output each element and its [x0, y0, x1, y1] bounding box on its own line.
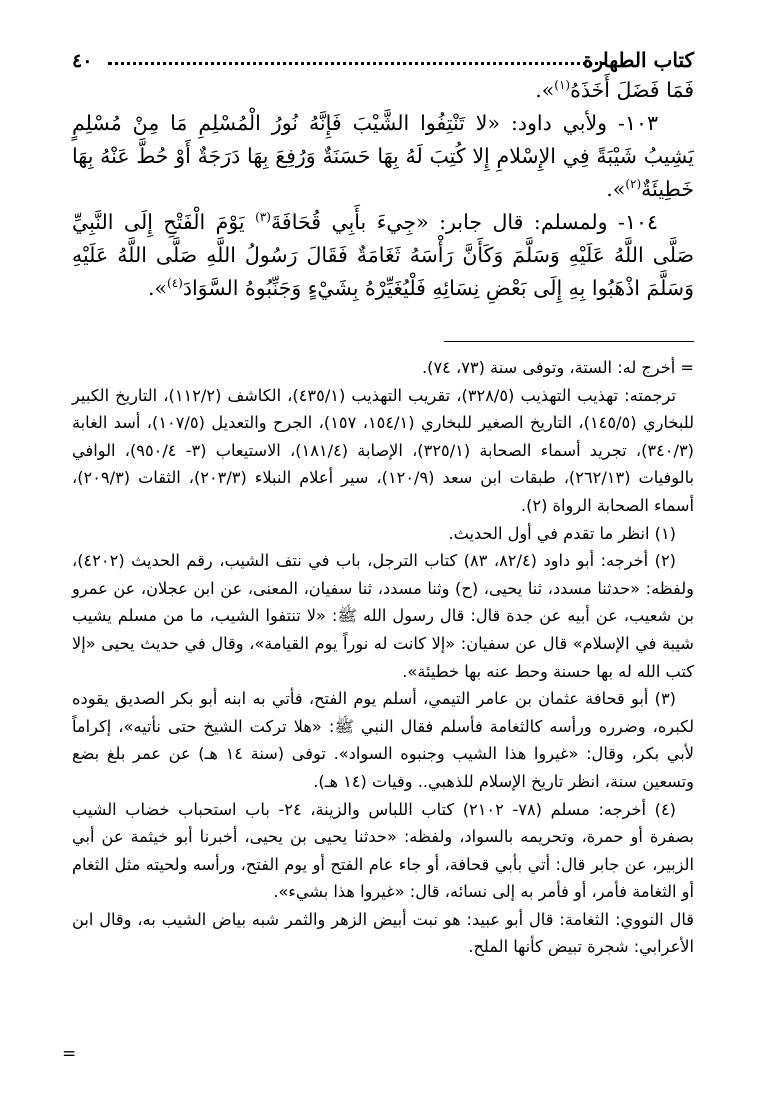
footnotes	[72, 354, 694, 961]
header-dotted-leader	[108, 62, 606, 65]
note-translation: ترجمته: تهذيب التهذيب (٣٢٨/٥)، تقريب التهذيب (٤٣٥/١)، الكاشف (١١٢/٢)، التاريخ الكبير للبخاري (١٤٥/٥)، التاريخ الصغير للبخاري (١٥٤/١، ١٥٧)، الجرح والتعديل (١٠٧/٥)، أسد الغابة (٣٤٠/٣)، تجريد أسماء الصحابة (٣٢٥/١)، الإصابة (١٨١/٤)، الاستيعاب (٣- ٩٥٠/٤)، الوافي بالوفيات (٢٦٢/١٣)، طبقات ابن سعد (١٢٠/٩)، سير أعلام النبلاء (٢٠٣/٣)، الثقات (٢٠٩/٣)، أسماء الصحابة الرواة (٢).	[72, 385, 695, 515]
page-header	[72, 40, 694, 70]
main-text	[72, 74, 694, 305]
note-continuation: = أخرج له: الستة، وتوفى سنة (٧٣، ٧٤).	[421, 358, 694, 377]
continues-mark: =	[62, 1044, 77, 1064]
intro-line: فَمَا فَضَلَ أَخَذَهُ$^{(١)}$».	[535, 78, 694, 102]
footnote-ref: (١)	[554, 78, 571, 93]
note-nawawi: قال النووي: الثغامة: قال أبو عبيد: هو نبت أبيض الزهر والثمر شبه بياض الشيب به، وقال ابن الأعرابي: شجرة تبيض كأنها الملح.	[72, 909, 694, 957]
running-head-title: كتاب الطهارة	[583, 48, 694, 72]
footnote-ref: (٤)	[167, 276, 183, 291]
footnote-1: (١) انظر ما تقدم في أول الحديث.	[448, 523, 676, 543]
footnote-separator	[444, 341, 694, 342]
hadith-104: ١٠٤- ولمسلم: قال جابر: «جِيءَ بأَبِي قُحَافَةَ$^{(٣)}$ يَوْمَ الْفَتْحِ إِلَى النَّبِيِّ صَلَّى اللَّهُ عَلَيْهِ وَسَلَّمَ وَكَأَنَّ رَأْسَهُ ثَغَامَةٌ فَقَالَ رَسُولُ اللَّهِ صَلَّى اللَّهُ عَلَيْهِ وَسَلَّمَ اذْهَبُوا بِهِ إِلَى بَعْضِ نِسَائِهِ فَلْيُغَيِّرْهُ بِشَيْءٍ وَجَنِّبُوهُ السَّوَادَ$^{(٤)}$».	[72, 210, 694, 300]
footnote-2: (٢) أخرجه: أبو داود (٨٢/٤، ٨٣) كتاب الترجل، باب في نتف الشيب، رقم الحديث (٤٢٠٢)، ولفظه: «حدثنا مسدد، ثنا يحيى، (ح) وثنا مسدد، ثنا سفيان، المعنى، عن ابن عجلان، عن عمرو بن شعيب، عن أبيه عن جدة قال: قال رسول الله ﷺ: «لا تنتفوا الشيب، ما من مسلم يشيب شيبة في الإسلام» قال عن سفيان: «إلا كانت له نوراً يوم القيامة»، وقال في حديث يحيى «إلا كتب الله له بها حسنة وحط عنه بها خطيئة».	[72, 551, 694, 681]
page-number: ٤٠	[72, 50, 93, 72]
hadith-103: ١٠٣- ولأبي داود: «لا تَنْتِفُوا الشَّيْبَ فَإِنَّهُ نُورُ الْمُسْلِمِ مَا مِنْ مُسْلِمٍ يَشِيبُ شَيْبَةً فِي الإِسْلامِ إِلا كُتِبَ لَهُ بِهَا حَسَنَةٌ وَرُفِعَ بِهَا دَرَجَةٌ أَوْ حُطَّ عَنْهُ بِهَا خَطِيئَةٌ$^{(٢)}$».	[72, 111, 694, 201]
book-page	[72, 40, 694, 961]
footnote-3: (٣) أبو قحافة عثمان بن عامر التيمي، أسلم يوم الفتح، فأتي به ابنه أبو بكر الصديق يقوده لكبره، وضرره ورأسه كالثغامة فأسلم فقال النبي ﷺ: «هلا تركت الشيخ حتى نأتيه»، إكراماً لأبي بكر، وقال: «غيروا هذا الشيب وجنبوه السواد». توفى (سنة ١٤ هـ) عن عمر بلغ بضع وتسعين سنة، انظر تاريخ الإسلام للذهبي.. وفيات (١٤ هـ).	[72, 689, 695, 791]
footnote-ref: (٢)	[625, 177, 642, 192]
footnote-4: (٤) أخرجه: مسلم (٧٨- ٢١٠٢) كتاب اللباس والزينة، ٢٤- باب استحباب خضاب الشيب بصفرة أو حمرة، وتحريمه بالسواد، ولفظه: «حدثنا يحيى بن يحيى، أخبرنا أبو خيثمة عن أبي الزبير، عن جابر قال: أتي بأبي قحافة، أو جاء عام الفتح أو يوم الفتح، ورأسه ولحيته مثل الثغام أو الثغامة فأمر، أو فأمر به إلى نسائه، قال: «غيروا هذا بشيء».	[72, 799, 694, 902]
footnote-ref: (٣)	[255, 210, 271, 225]
